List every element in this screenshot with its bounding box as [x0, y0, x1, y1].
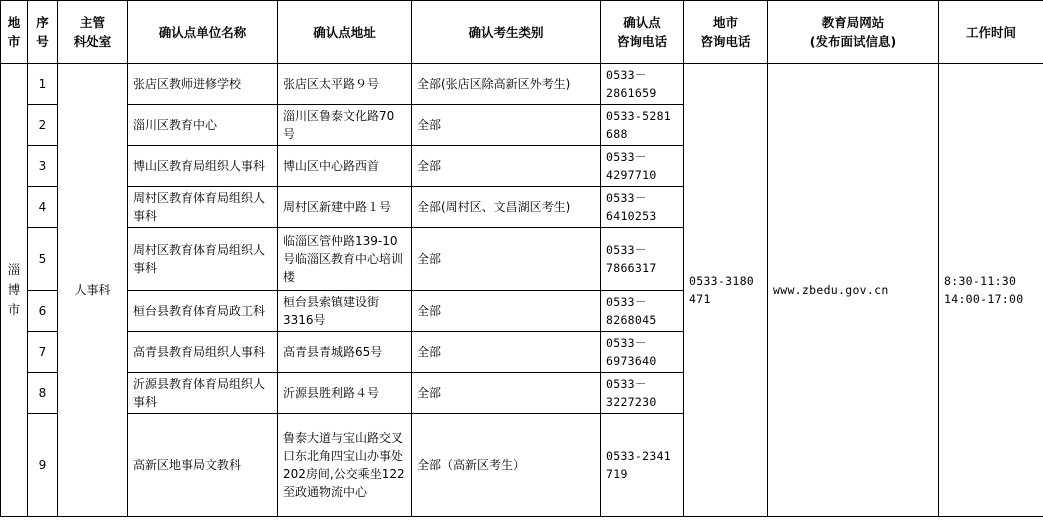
table-row	[1, 64, 1043, 105]
unit-cell: 淄川区教育中心	[128, 105, 278, 146]
address-cell: 鲁泰大道与宝山路交叉口东北角四宝山办事处202房间,公交乘坐122至政通物流中心	[278, 414, 412, 517]
unit-cell: 张店区教师进修学校	[128, 64, 278, 105]
phone-cell: 0533－ 2861659	[601, 64, 684, 105]
header-dept: 主管 科处室	[58, 1, 128, 64]
unit-cell: 周村区教育体育局组织人事科	[128, 228, 278, 291]
address-cell: 博山区中心路西首	[278, 146, 412, 187]
address-cell: 淄川区鲁泰文化路70号	[278, 105, 412, 146]
address-cell: 周村区新建中路１号	[278, 187, 412, 228]
address-cell: 桓台县索镇建设街3316号	[278, 291, 412, 332]
category-cell: 全部	[412, 332, 601, 373]
hours-cell: 8:30-11:30 14:00-17:00	[939, 64, 1043, 517]
phone-cell: 0533－ 3227230	[601, 373, 684, 414]
header-address: 确认点地址	[278, 1, 412, 64]
address-cell: 沂源县胜利路４号	[278, 373, 412, 414]
category-cell: 全部(张店区除高新区外考生)	[412, 64, 601, 105]
category-cell: 全部	[412, 146, 601, 187]
category-cell: 全部	[412, 228, 601, 291]
header-hours: 工作时间	[939, 1, 1043, 64]
seq-cell: 8	[28, 373, 58, 414]
seq-cell: 1	[28, 64, 58, 105]
address-cell: 高青县青城路65号	[278, 332, 412, 373]
category-cell: 全部	[412, 373, 601, 414]
seq-cell: 9	[28, 414, 58, 517]
seq-cell: 7	[28, 332, 58, 373]
phone-cell: 0533－ 8268045	[601, 291, 684, 332]
header-category: 确认考生类别	[412, 1, 601, 64]
phone-cell: 0533－ 6410253	[601, 187, 684, 228]
header-seq: 序 号	[28, 1, 58, 64]
header-phone: 确认点 咨询电话	[601, 1, 684, 64]
unit-cell: 博山区教育局组织人事科	[128, 146, 278, 187]
phone-cell: 0533-5281 688	[601, 105, 684, 146]
seq-cell: 5	[28, 228, 58, 291]
seq-cell: 2	[28, 105, 58, 146]
unit-cell: 高青县教育局组织人事科	[128, 332, 278, 373]
city-cell: 淄 博 市	[1, 64, 28, 517]
header-city: 地 市	[1, 1, 28, 64]
address-cell: 临淄区管仲路139-10号临淄区教育中心培训楼	[278, 228, 412, 291]
header-city-phone: 地市 咨询电话	[684, 1, 768, 64]
header-website: 教育局网站 (发布面试信息)	[768, 1, 939, 64]
address-cell: 张店区太平路９号	[278, 64, 412, 105]
seq-cell: 4	[28, 187, 58, 228]
category-cell: 全部	[412, 291, 601, 332]
phone-cell: 0533-2341 719	[601, 414, 684, 517]
city-phone-cell: 0533-3180 471	[684, 64, 768, 517]
phone-cell: 0533－ 7866317	[601, 228, 684, 291]
category-cell: 全部	[412, 105, 601, 146]
category-cell: 全部（高新区考生）	[412, 414, 601, 517]
header-unit: 确认点单位名称	[128, 1, 278, 64]
category-cell: 全部(周村区、文昌湖区考生)	[412, 187, 601, 228]
header-row	[1, 1, 1043, 64]
unit-cell: 沂源县教育体育局组织人事科	[128, 373, 278, 414]
phone-cell: 0533－ 4297710	[601, 146, 684, 187]
unit-cell: 高新区地事局文教科	[128, 414, 278, 517]
website-cell: www.zbedu.gov.cn	[768, 64, 939, 517]
unit-cell: 桓台县教育体育局政工科	[128, 291, 278, 332]
seq-cell: 6	[28, 291, 58, 332]
seq-cell: 3	[28, 146, 58, 187]
phone-cell: 0533－ 6973640	[601, 332, 684, 373]
unit-cell: 周村区教育体育局组织人事科	[128, 187, 278, 228]
dept-cell: 人事科	[58, 64, 128, 517]
